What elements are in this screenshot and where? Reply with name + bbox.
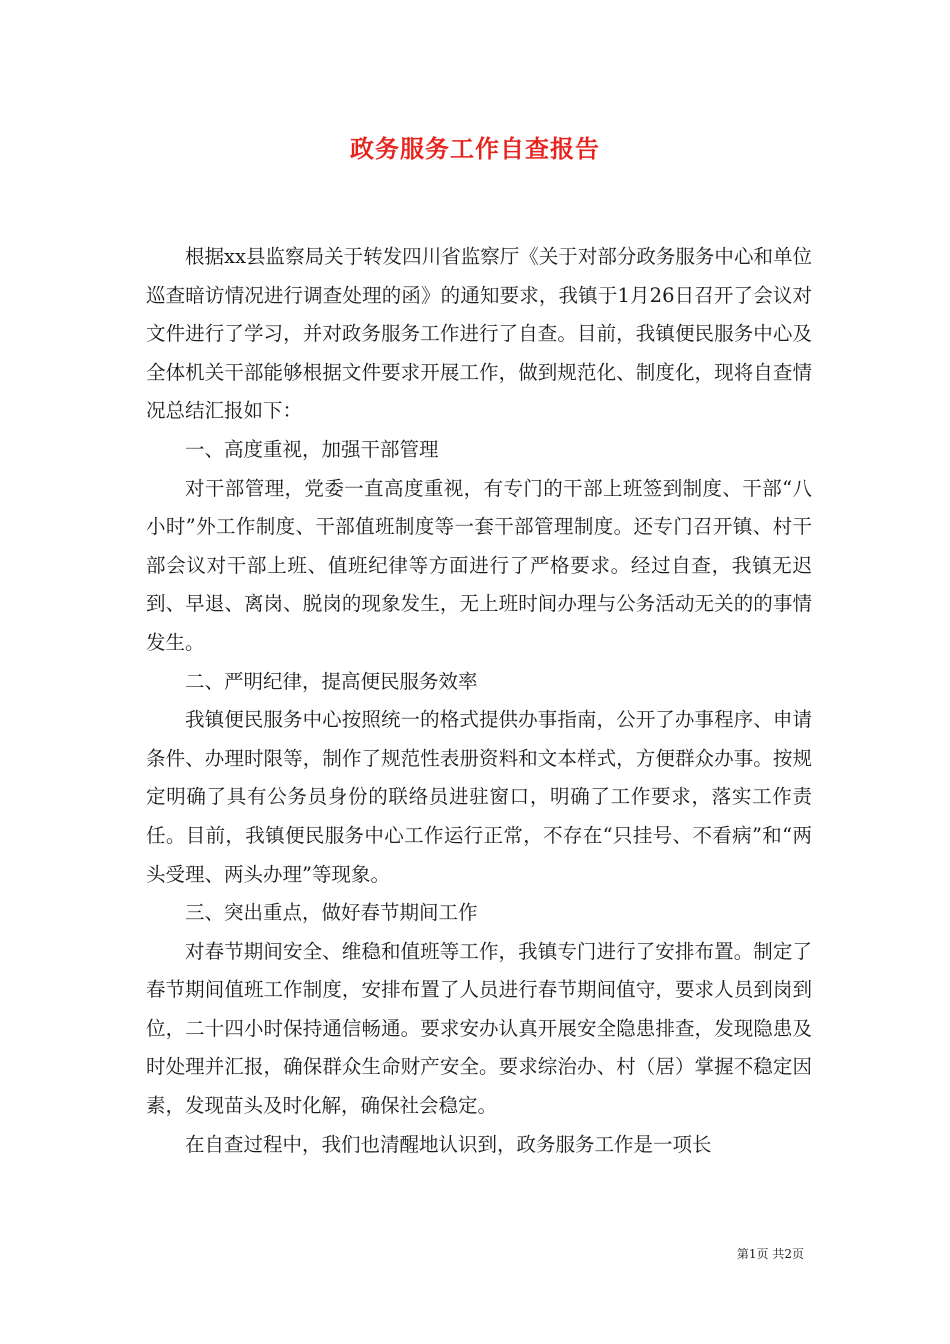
section-heading-3: 三、突出重点，做好春节期间工作 — [185, 901, 478, 925]
section-heading-1: 一、高度重视，加强干部管理 — [185, 437, 439, 461]
paragraph-section-3: 对春节期间安全、维稳和值班等工作，我镇专门进行了安排布置。制定了春节期间值班工作制度，安排布置了人员进行春节期间值守，要求人员到岗到位，二十四小时保持通信畅通。要求安办认真开展安全隐患排查，发现隐患及时处理并汇报，确保群众生命财产安全。要求综治办、村（居）掌握不稳定因素，发现苗头及时化解，确保社会稳定。 — [146, 939, 812, 1118]
document-title: 政务服务工作自查报告 — [350, 134, 600, 163]
page-number: 第1页 共2页 — [736, 1247, 804, 1261]
paragraph-intro: 根据xx县监察局关于转发四川省监察厅《关于对部分政务服务中心和单位巡查暗访情况进行调查处理的函》的通知要求，我镇于1月26日召开了会议对文件进行了学习，并对政务服务工作进行了自查。目前，我镇便民服务中心及全体机关干部能够根据文件要求开展工作，做到规范化、制度化，现将自查情况总结汇报如下： — [146, 245, 812, 423]
section-heading-2: 二、严明纪律，提高便民服务效率 — [185, 669, 478, 693]
document-body — [146, 238, 812, 1164]
paragraph-section-1: 对干部管理，党委一直高度重视，有专门的干部上班签到制度、干部“八小时”外工作制度、干部值班制度等一套干部管理制度。还专门召开镇、村干部会议对干部上班、值班纪律等方面进行了严格要求。经过自查，我镇无迟到、早退、离岗、脱岗的现象发生，无上班时间办理与公务活动无关的的事情发生。 — [146, 476, 812, 654]
paragraph-section-2: 我镇便民服务中心按照统一的格式提供办事指南，公开了办事程序、申请条件、办理时限等，制作了规范性表册资料和文本样式，方便群众办事。按规定明确了具有公务员身份的联络员进驻窗口，明确了工作要求，落实工作责任。目前，我镇便民服务中心工作运行正常，不存在“只挂号、不看病”和“两头受理、两头办理”等现象。 — [146, 708, 812, 886]
paragraph-closing: 在自查过程中，我们也清醒地认识到，政务服务工作是一项长 — [185, 1132, 712, 1156]
